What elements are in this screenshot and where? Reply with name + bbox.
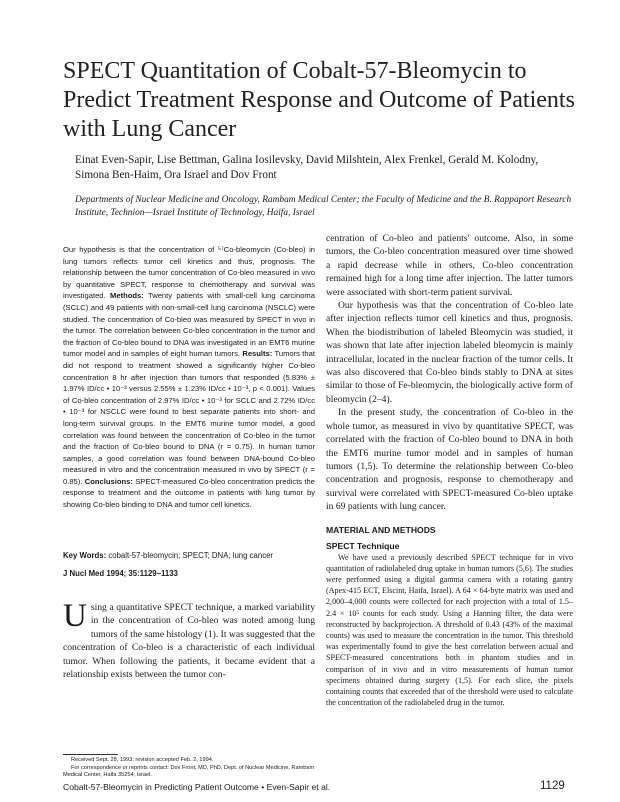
results-label: Results: [242,349,273,359]
keywords-text: cobalt-57-bleomycin; SPECT; DNA; lung cancer [108,551,274,560]
footnote-rule [63,754,118,755]
abstract-methods: Twenty patients with small-cell lung carcinoma (SCLC) and 49 patients with non-small-cell lung carcinoma (NSCLC) were studied. The concentration of Co-bleo was measured by SPECT in vivo in the tumor. The correlation between Co-bleo concentration in the tumor and the fraction of Co-bleo bound to DNA was investigated in an EMT6 murine tumor model and in samples of eight human tumors. [63,291,315,359]
subsection-heading: SPECT Technique [326,540,400,551]
abstract-results: Tumors that did not respond to treatment showed a significantly higher Co-bleo concentration 8 hr after injection than tumors that responded (5.83% ± 1.97% ID/cc • 10⁻³ versus 2.55% ± 1.23% ID/cc • 10⁻³, p < 0.001). Values of Co-bleo concentration of 2.97% ID/cc • 10⁻³ for SCLC and 2.72% ID/cc • 10⁻³ for NSCLC were found to best separate patients into short- and long-term survival groups. In the EMT6 murine tumor model, a good correlation was found between the concentration of Co-bleo in the tumor and the fraction of Co-bleo bound to DNA (r = 0.75). In human tumor samples, a good correlation was found between DNA-bound Co-bleo measured in vitro and the concentration measured in vivo by SPECT (r = 0.85). [63,349,315,486]
affiliation: Departments of Nuclear Medicine and Oncology, Rambam Medical Center; the Faculty of Medicine and the B. Rappaport Research Institute, Technion—Israel Institute of Technology, Haifa, Israel [75,195,572,218]
abstract-conclusions: SPECT-measured Co-bleo concentration predicts the response to treatment and the outcome in patients with lung tumor by showing Co-bleo binding to DNA and tumor cell kinetics. [63,476,315,510]
keywords [63,550,315,561]
body-paragraph: centration of Co-bleo and patients' outcome. Also, in some tumors, the Co-bleo concentration measured over time showed a rapid decrease while in others, Co-bleo concentration remained high for a long time after injection. The latter tumors were associated with short-term patient survival. [326,233,573,298]
abstract-intro: Our hypothesis is that the concentration of ⁵⁷Co-bleomycin (Co-bleo) in lung tumors reflects tumor cell kinetics and thus, prognosis. The relationship between the tumor concentration of Co-bleo measured in vivo by quantitative SPECT, response to chemotherapy and survival was investigated. [63,245,315,301]
journal-citation: J Nucl Med 1994; 35:1129–1133 [63,569,178,578]
page-number: 1129 [540,780,565,792]
keywords-label: Key Words: [63,551,107,560]
article-title: SPECT Quantitation of Cobalt-57-Bleomycin to Predict Treatment Response and Outcome of Patients with Lung Cancer [63,58,575,142]
introduction [63,598,315,681]
methods-label: Methods: [110,291,144,301]
body-paragraph: In the present study, the concentration of Co-bleo in the whole tumor, as measured in vivo by quantitative SPECT, was correlated with the fraction of Co-bleo bound to DNA in both the EMT6 murine tumor model and in samples of human tumors (1,5). To determine the relationship between Co-bleo concentration and prognosis, response to chemotherapy and survival were correlated with SPECT-measured Co-bleo uptake in 69 patients with lung cancer. [326,407,573,513]
received-note: Received Sept. 28, 1993; revision accepted Feb. 2, 1994. [71,757,214,763]
correspondence-note: For correspondence or reprints contact: Dov Front, MD, PhD, Dept. of Nuclear Medicine, Rambam Medical Center, Haifa 35254, Israel. [63,764,315,779]
running-title: Cobalt-57-Bleomycin in Predicting Patient Outcome • Even-Sapir et al. [63,782,331,792]
author-list: Einat Even-Sapir, Lise Bettman, Galina Iosilevsky, David Milshtein, Alex Frenkel, Gerald M. Kolodny, Simona Ben-Haim, Ora Israel and Dov Front [75,154,539,181]
conclusions-label: Conclusions: [84,476,133,486]
abstract [63,244,315,511]
intro-text: sing a quantitative SPECT technique, a marked variability in the concentration of Co-bleo was noted among lung tumors of the same histology (1). It was suggested that the concentration of Co-bleo is a characteristic of each individual tumor. When following the patients, it became evident that a relationship exists between the tumor con- [63,602,315,681]
right-column [326,232,573,708]
footnotes [63,757,315,780]
section-heading: MATERIAL AND METHODS [326,524,436,535]
body-paragraph: Our hypothesis was that the concentration of Co-bleo late after injection reflects tumor cell kinetics and thus, prognosis. When the biodistribution of labeled Bleomycin was studied, it was shown that late after injection labeled bleomycin is mainly intracellular, located in the nuclear fraction of the tumor cells. It was also discovered that Co-bleo binds stably to DNA at sites similar to those of Fe-bleomycin, the biologically active form of bleomycin (2–4). [326,300,573,405]
drop-cap: U [63,598,87,634]
methods-paragraph: We have used a previously described SPECT technique for in vivo quantitation of radiolabeled drug uptake in human tumors (5,6). The studies were performed using a digital gamma camera with a rotating gantry (Apex-415 ECT, Elscint, Haifa, Israel). A 64 × 64-byte matrix was used and 2,000–4,000 counts were collected for each projection with a total of 1.5–2.4 × 10⁵ counts for each study. Using a Hanning filter, the data were reconstructed by backprojection. A threshold of 0.43 (43% of the maximal counts) was used to measure the concentration in the tumor. This threshold was experimentally found to give the best correlation between actual and SPECT-measured concentrations both in phantom studies and in comparison of in vivo and in vitro measurements of human tumor specimens obtained during surgery (1,5). For each slice, the pixels containing counts that exceeded that of the threshold were used to calculate the concentration of the radiolabeled drug in the tumor. [326,552,573,708]
